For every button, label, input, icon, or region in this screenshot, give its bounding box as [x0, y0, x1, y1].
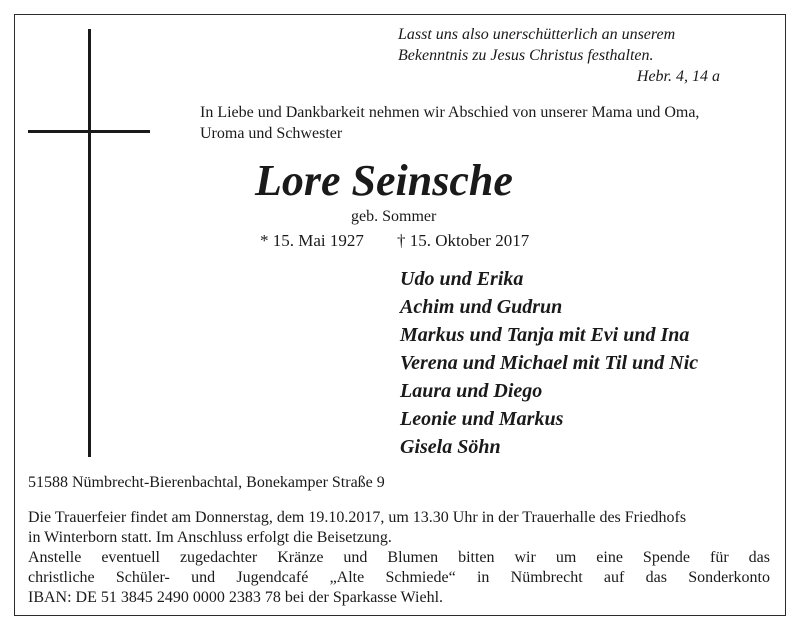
- family-member: Leonie und Markus: [400, 408, 564, 430]
- family-member: Verena und Michael mit Til und Nic: [400, 352, 699, 374]
- maiden-name: geb. Sommer: [351, 208, 437, 225]
- deceased-name: Lore Seinsche: [255, 156, 513, 205]
- cross-horizontal-bar: [28, 130, 150, 133]
- family-member: Gisela Söhn: [400, 436, 501, 458]
- bank-details: IBAN: DE 51 3845 2490 0000 2383 78 bei der Sparkasse Wiehl.: [28, 589, 444, 606]
- intro-text: [200, 102, 780, 144]
- funeral-info: [28, 508, 770, 608]
- donation-line-1: Anstelle eventuell zugedachter Kränze und Blumen bitten wir um eine Spende für das: [28, 549, 770, 566]
- family-member: Udo und Erika: [400, 268, 524, 290]
- verse-reference: Hebr. 4, 14 a: [636, 68, 720, 85]
- family-list: [400, 265, 698, 461]
- family-member: Markus und Tanja mit Evi und Ina: [400, 324, 690, 346]
- intro-line-1: In Liebe und Dankbarkeit nehmen wir Abschied von unserer Mama und Oma,: [200, 104, 700, 121]
- funeral-line-2: in Winterborn statt. Im Anschluss erfolgt die Beisetzung.: [28, 529, 392, 546]
- birth-date: * 15. Mai 1927: [260, 231, 364, 250]
- family-address: 51588 Nümbrecht-Bierenbachtal, Bonekamper Straße 9: [28, 474, 385, 491]
- verse-line-2: Bekenntnis zu Jesus Christus festhalten.: [398, 47, 654, 64]
- verse-line-1: Lasst uns also unerschütterlich an unserem: [398, 26, 676, 43]
- donation-line-2: christliche Schüler- und Jugendcafé „Alte Schmiede“ in Nümbrecht auf das Sonderkonto: [28, 569, 770, 586]
- family-member: Laura und Diego: [400, 380, 543, 402]
- family-member: Achim und Gudrun: [400, 296, 563, 318]
- bible-verse: [398, 24, 728, 87]
- cross-vertical-bar: [88, 29, 91, 457]
- intro-line-2: Uroma und Schwester: [200, 125, 343, 142]
- death-date: † 15. Oktober 2017: [397, 231, 530, 250]
- funeral-line-1: Die Trauerfeier findet am Donnerstag, dem 19.10.2017, um 13.30 Uhr in der Trauerhalle des Friedhofs: [28, 509, 687, 526]
